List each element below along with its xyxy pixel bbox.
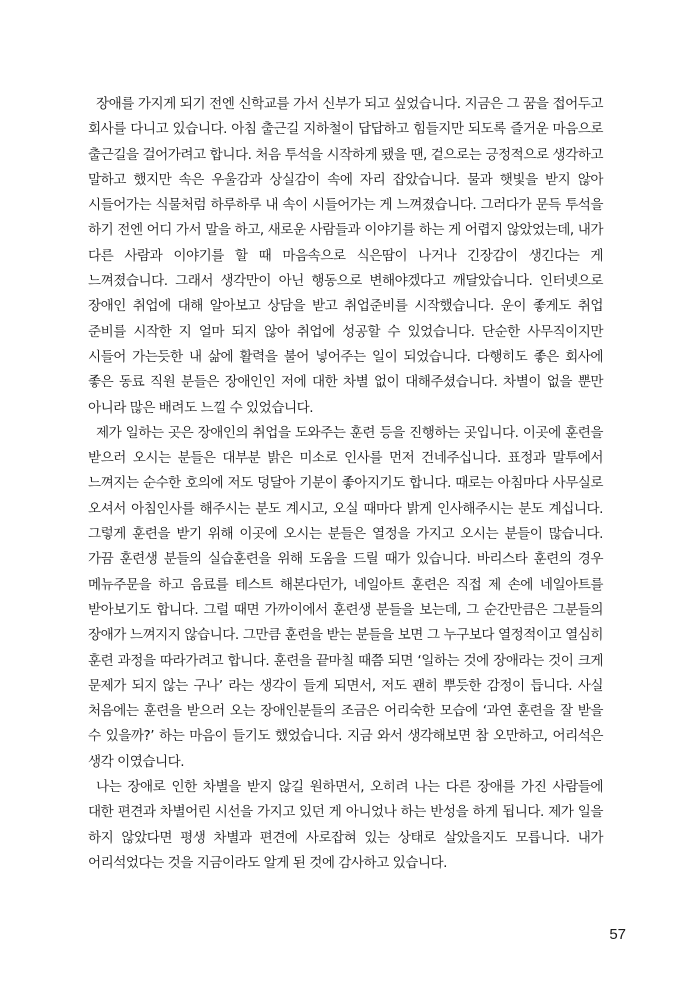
page-number: 57 <box>609 926 626 943</box>
paragraph-1: 장애를 가지게 되기 전엔 신학교를 가서 신부가 되고 싶었습니다. 지금은 그 꿈을 접어두고 회사를 다니고 있습니다. 아침 출근길 지하철이 답답하고 힘들지만 되도록 즐거운 마음으로 출근길을 걸어가려고 합니다. 처음 투석을 시작하게 됐을 땐, 겉으로는 긍정적으로 생각하고 말하고 했지만 속은 우울감과 상실감이 속에 자리 잡았습니다. 물과 햇빛을 받지 않아 시들어가는 식물처럼 하루하루 내 속이 시들어가는 게 느껴졌습니다. 그러다가 문득 투석을 하기 전엔 어디 가서 말을 하고, 새로운 사람들과 이야기를 하는 게 어렵지 않았었는데, 내가 다른 사람과 이야기를 할 때 마음속으로 식은땀이 나거나 긴장감이 생긴다는 게 느껴졌습니다. 그래서 생각만이 아닌 행동으로 변해야겠다고 깨달았습니다. 인터넷으로 장애인 취업에 대해 알아보고 상담을 받고 취업준비를 시작했습니다. 운이 좋게도 취업 준비를 시작한 지 얼마 되지 않아 취업에 성공할 수 있었습니다. 단순한 사무직이지만 시들어 가는듯한 내 삶에 활력을 불어 넣어주는 일이 되었습니다. 다행히도 좋은 회사에 좋은 동료 직원 분들은 장애인인 저에 대한 차별 없이 대해주셨습니다. 차별이 없을 뿐만 아니라 많은 배려도 느낄 수 있었습니다. <box>88 96 603 416</box>
paragraph-3: 나는 장애로 인한 차별을 받지 않길 원하면서, 오히려 나는 다른 장애를 가진 사람들에 대한 편견과 차별어린 시선을 가지고 있던 게 아니었나 하는 반성을 하게 됩니다. 제가 일을 하지 않았다면 평생 차별과 편견에 사로잡혀 있는 상태로 살았을지도 모릅니다. 내가 어리석었다는 것을 지금이라도 알게 된 것에 감사하고 있습니다. <box>88 779 603 871</box>
page-body <box>88 92 603 876</box>
paragraph-2: 제가 일하는 곳은 장애인의 취업을 도와주는 훈련 등을 진행하는 곳입니다. 이곳에 훈련을 받으러 오시는 분들은 대부분 밝은 미소로 인사를 먼저 건네주십니다. 표정과 말투에서 느껴지는 순수한 호의에 저도 덩달아 기분이 좋아지기도 합니다. 때로는 아침마다 사무실로 오셔서 아침인사를 해주시는 분도 계시고, 오실 때마다 밝게 인사해주시는 분도 계십니다. 그렇게 훈련을 받기 위해 이곳에 오시는 분들은 열정을 가지고 오시는 분들이 많습니다. 가끔 훈련생 분들의 실습훈련을 위해 도움을 드릴 때가 있습니다. 바리스타 훈련의 경우 메뉴주문을 하고 음료를 테스트 해본다던가, 네일아트 훈련은 직접 제 손에 네일아트를 받아보기도 합니다. 그럴 때면 가까이에서 훈련생 분들을 보는데, 그 순간만큼은 그분들의 장애가 느껴지지 않습니다. 그만큼 훈련을 받는 분들을 보면 그 누구보다 열정적이고 열심히 훈련 과정을 따라가려고 합니다. 훈련을 끝마칠 때쯤 되면 ‘일하는 것에 장애라는 것이 크게 문제가 되지 않는 구나’ 라는 생각이 들게 되면서, 저도 괜히 뿌듯한 감정이 듭니다. 사실 처음에는 훈련을 받으러 오는 장애인분들의 조금은 어리숙한 모습에 ‘과연 훈련을 잘 받을 수 있을까?’ 하는 마음이 들기도 했었습니다. 지금 와서 생각해보면 참 오만하고, 어리석은 생각 이였습니다. <box>88 424 603 770</box>
